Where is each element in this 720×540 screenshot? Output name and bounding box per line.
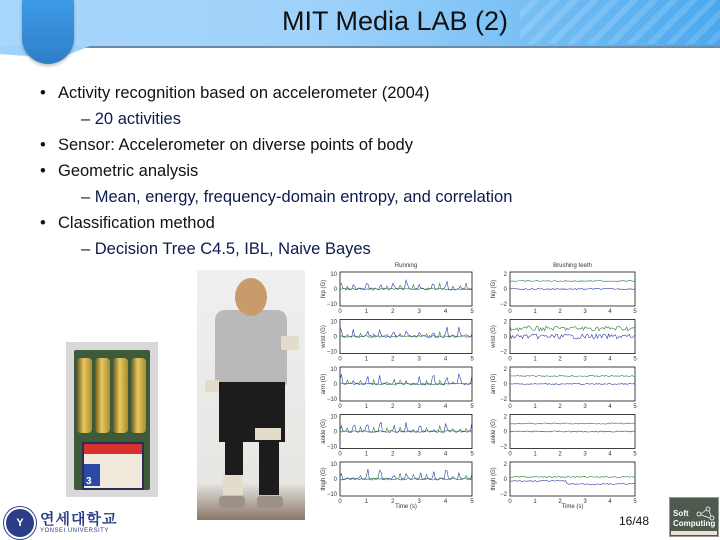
svg-text:5: 5 xyxy=(633,451,637,458)
svg-text:4: 4 xyxy=(608,499,612,505)
svg-text:4: 4 xyxy=(443,309,448,315)
svg-text:0: 0 xyxy=(503,477,507,483)
svg-text:wrist (G): wrist (G) xyxy=(491,325,497,348)
university-name-korean: 연세대학교 xyxy=(40,511,118,528)
svg-text:4: 4 xyxy=(608,309,612,315)
yonsei-logo xyxy=(4,507,117,539)
svg-text:10: 10 xyxy=(330,272,337,278)
svg-text:3: 3 xyxy=(417,451,421,458)
svg-text:3: 3 xyxy=(417,309,421,315)
svg-text:3: 3 xyxy=(417,499,421,505)
svg-text:3: 3 xyxy=(583,309,587,315)
svg-text:−10: −10 xyxy=(326,302,337,308)
sub-bullet-item: – Decision Tree C4.5, IBL, Naive Bayes xyxy=(81,240,371,258)
svg-text:−2: −2 xyxy=(500,444,507,451)
svg-text:5: 5 xyxy=(633,356,637,363)
svg-text:ankle (G): ankle (G) xyxy=(491,419,497,444)
svg-text:0: 0 xyxy=(503,334,507,341)
svg-text:5: 5 xyxy=(470,309,474,315)
accelerometer-charts xyxy=(310,258,650,510)
svg-text:0: 0 xyxy=(333,382,337,388)
battery-icon xyxy=(95,358,110,433)
svg-text:2: 2 xyxy=(558,356,562,363)
svg-text:Time (s): Time (s) xyxy=(561,504,584,510)
svg-text:Time (s): Time (s) xyxy=(395,504,417,510)
svg-text:wrist (G): wrist (G) xyxy=(321,325,327,348)
header-swoosh xyxy=(0,44,720,62)
svg-text:−2: −2 xyxy=(500,349,507,356)
svg-text:4: 4 xyxy=(608,356,612,363)
bullet-item: • Sensor: Accelerometer on diverse points of body xyxy=(40,132,512,158)
svg-text:hip (G): hip (G) xyxy=(491,279,497,299)
svg-text:2: 2 xyxy=(558,309,562,315)
svg-text:10: 10 xyxy=(330,462,337,468)
svg-text:0: 0 xyxy=(333,334,337,341)
svg-text:2: 2 xyxy=(503,462,507,468)
svg-text:3: 3 xyxy=(583,356,587,363)
battery-icon xyxy=(77,358,92,433)
svg-text:5: 5 xyxy=(470,404,474,410)
sensor-board-photo xyxy=(66,342,158,497)
page-number: 16/48 xyxy=(619,514,650,528)
svg-text:3: 3 xyxy=(417,356,421,363)
svg-text:−10: −10 xyxy=(326,349,337,356)
compactflash-card: 3 xyxy=(82,442,144,490)
svg-text:1: 1 xyxy=(533,356,537,363)
svg-text:−2: −2 xyxy=(500,397,507,403)
svg-text:2: 2 xyxy=(503,272,507,278)
svg-text:0: 0 xyxy=(338,356,342,363)
bullet-list xyxy=(40,80,512,262)
person-with-sensors-photo xyxy=(197,270,305,520)
svg-text:5: 5 xyxy=(470,356,474,363)
university-name-english: YONSEI UNIVERSITY xyxy=(40,528,109,534)
svg-text:0: 0 xyxy=(503,287,507,293)
svg-text:5: 5 xyxy=(470,499,474,505)
sub-bullet-item: – 20 activities xyxy=(81,110,181,128)
svg-text:Running: Running xyxy=(394,263,418,269)
svg-text:arm (G): arm (G) xyxy=(321,373,327,395)
svg-text:1: 1 xyxy=(533,499,537,505)
svg-text:2: 2 xyxy=(503,414,507,421)
svg-text:ankle (G): ankle (G) xyxy=(321,419,327,444)
svg-text:3: 3 xyxy=(583,404,587,410)
slide-title: MIT Media LAB (2) xyxy=(281,6,509,36)
svg-text:4: 4 xyxy=(608,404,612,410)
svg-text:2: 2 xyxy=(558,499,562,505)
soft-computing-logo: Soft Computing xyxy=(669,497,719,537)
svg-text:−10: −10 xyxy=(326,444,337,451)
svg-text:2: 2 xyxy=(391,404,395,410)
svg-text:1: 1 xyxy=(364,499,369,505)
svg-text:1: 1 xyxy=(364,404,369,410)
svg-text:10: 10 xyxy=(330,367,337,373)
svg-text:2: 2 xyxy=(391,499,395,505)
chart-svg xyxy=(310,258,650,510)
battery-icon xyxy=(131,358,146,433)
svg-text:5: 5 xyxy=(633,499,637,505)
svg-text:0: 0 xyxy=(508,309,512,315)
svg-text:1: 1 xyxy=(533,404,537,410)
circuit-board xyxy=(74,350,150,490)
svg-text:0: 0 xyxy=(503,382,507,388)
sub-bullet-item: – Mean, energy, frequency-domain entropy, and correlation xyxy=(81,188,513,206)
svg-text:1: 1 xyxy=(364,356,369,363)
bullet-item: • Geometric analysis xyxy=(40,158,512,184)
svg-text:5: 5 xyxy=(633,309,637,315)
svg-text:0: 0 xyxy=(508,356,512,363)
svg-text:2: 2 xyxy=(391,309,395,315)
svg-text:2: 2 xyxy=(558,451,562,458)
svg-text:thigh (G): thigh (G) xyxy=(491,467,497,491)
svg-text:−10: −10 xyxy=(326,492,337,498)
svg-text:1: 1 xyxy=(364,451,369,458)
svg-text:5: 5 xyxy=(470,451,474,458)
svg-text:−2: −2 xyxy=(500,492,507,498)
svg-text:2: 2 xyxy=(391,356,395,363)
svg-text:arm (G): arm (G) xyxy=(491,373,497,395)
network-icon xyxy=(696,506,716,522)
svg-text:0: 0 xyxy=(333,287,337,293)
svg-text:Brushing teeth: Brushing teeth xyxy=(553,263,592,269)
university-seal-icon: Y xyxy=(4,507,36,539)
svg-text:5: 5 xyxy=(633,404,637,410)
svg-text:hip (G): hip (G) xyxy=(321,279,327,299)
svg-text:1: 1 xyxy=(364,309,369,315)
svg-text:1: 1 xyxy=(533,309,537,315)
svg-text:0: 0 xyxy=(508,499,512,505)
svg-text:3: 3 xyxy=(417,404,421,410)
bullet-item: • Classification method xyxy=(40,210,512,236)
svg-text:2: 2 xyxy=(558,404,562,410)
svg-text:0: 0 xyxy=(508,451,512,458)
svg-text:0: 0 xyxy=(503,429,507,436)
bullet-item: • Activity recognition based on accelerometer (2004) xyxy=(40,80,512,106)
svg-text:2: 2 xyxy=(503,367,507,373)
svg-text:4: 4 xyxy=(608,451,612,458)
svg-text:0: 0 xyxy=(333,477,337,483)
battery-icon xyxy=(113,358,128,433)
svg-text:3: 3 xyxy=(583,499,587,505)
svg-text:0: 0 xyxy=(333,429,337,436)
svg-text:10: 10 xyxy=(330,414,337,421)
svg-text:10: 10 xyxy=(330,319,337,326)
svg-text:−2: −2 xyxy=(500,302,507,308)
svg-text:4: 4 xyxy=(443,451,448,458)
svg-text:thigh (G): thigh (G) xyxy=(321,467,327,491)
svg-text:4: 4 xyxy=(443,404,448,410)
svg-text:4: 4 xyxy=(443,499,448,505)
svg-text:0: 0 xyxy=(338,451,342,458)
svg-text:0: 0 xyxy=(338,309,342,315)
svg-text:1: 1 xyxy=(533,451,537,458)
svg-text:−10: −10 xyxy=(326,397,337,403)
svg-text:0: 0 xyxy=(508,404,512,410)
svg-text:0: 0 xyxy=(338,499,342,505)
svg-text:3: 3 xyxy=(583,451,587,458)
svg-text:2: 2 xyxy=(391,451,395,458)
svg-text:0: 0 xyxy=(338,404,342,410)
svg-text:2: 2 xyxy=(503,319,507,326)
svg-text:4: 4 xyxy=(443,356,448,363)
